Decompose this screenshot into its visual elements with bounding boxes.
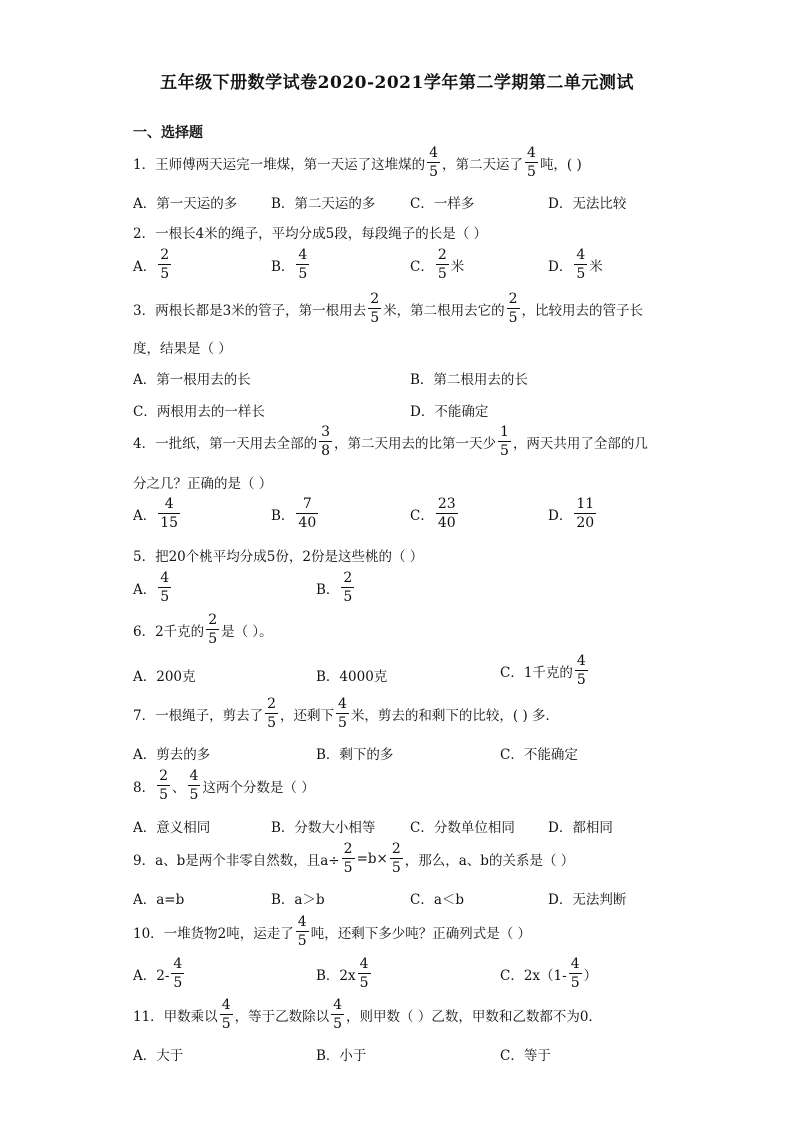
option-d[interactable]: D．不能确定 — [410, 404, 489, 420]
option-b[interactable]: B．剩下的多 — [316, 747, 394, 763]
fraction: $\frac{2}{5}$ — [508, 291, 518, 326]
option-b[interactable]: B．4000克 — [316, 669, 388, 685]
option-a[interactable]: A．2- $\frac{4}{5}$ — [133, 956, 183, 991]
fraction: $\frac{4}{5}$ — [160, 570, 170, 605]
option-d[interactable]: D．无法比较 — [548, 196, 627, 212]
option-a[interactable]: A．意义相同 — [133, 820, 211, 836]
question-6: 6．2千克的 $\frac{2}{5}$ 是（ ）。 — [133, 612, 273, 647]
fraction: $\frac{4}{5}$ — [429, 145, 439, 180]
fraction: $\frac{4}{5}$ — [333, 997, 343, 1032]
option-d[interactable]: D． $\frac{11}{20}$ — [548, 496, 595, 531]
fraction: $\frac{2}{5}$ — [160, 247, 170, 282]
option-c[interactable]: C． $\frac{2}{5}$ 米 — [410, 247, 465, 282]
fraction: $\frac{4}{5}$ — [576, 247, 586, 282]
fraction: $\frac{2}{5}$ — [208, 612, 218, 647]
option-b[interactable]: B．分数大小相等 — [271, 820, 376, 836]
fraction: $\frac{4}{5}$ — [298, 247, 308, 282]
option-a[interactable]: A．第一根用去的长 — [133, 372, 251, 388]
fraction: $\frac{4}{5}$ — [527, 145, 536, 180]
page-title: 五年级下册数学试卷2020-2021学年第二学期第二单元测试 — [160, 73, 634, 93]
fraction: $\frac{7}{40}$ — [298, 496, 317, 531]
fraction: $\frac{2}{5}$ — [343, 841, 353, 876]
option-b[interactable]: B．第二根用去的长 — [410, 372, 528, 388]
question-1 — [133, 146, 582, 179]
option-b[interactable]: B． $\frac{4}{5}$ — [271, 247, 308, 282]
option-b[interactable]: B．a＞b — [271, 892, 325, 908]
option-b[interactable]: B．2x $\frac{4}{5}$ — [316, 956, 369, 991]
option-c[interactable]: C．a＜b — [410, 892, 465, 908]
section-heading: 一、选择题 — [133, 125, 203, 141]
question-4-cont: 分之几？正确的是（ ） — [133, 476, 273, 492]
option-c[interactable]: C．一样多 — [410, 196, 475, 212]
option-a[interactable]: A．200克 — [133, 669, 196, 685]
option-a[interactable]: A．第一天运的多 — [133, 196, 238, 212]
option-a[interactable]: A． $\frac{2}{5}$ — [133, 247, 170, 282]
fraction: $\frac{4}{5}$ — [570, 956, 580, 991]
fraction: $\frac{4}{5}$ — [576, 653, 586, 688]
option-b[interactable]: B． $\frac{7}{40}$ — [271, 496, 317, 531]
fraction: $\frac{2}{5}$ — [343, 570, 353, 605]
question-3-cont: 度，结果是（ ） — [133, 341, 232, 357]
fraction: $\frac{4}{15}$ — [160, 496, 179, 531]
fraction: $\frac{3}{8}$ — [321, 424, 331, 459]
fraction: $\frac{1}{5}$ — [500, 424, 509, 459]
option-c[interactable]: C．两根用去的一样长 — [133, 404, 265, 420]
fraction: $\frac{4}{5}$ — [189, 768, 199, 803]
fraction: $\frac{2}{5}$ — [391, 841, 401, 876]
question-7: 7．一根绳子，剪去了 $\frac{2}{5}$ ，还剩下 $\frac{4}{5}$ 米，剪去的和剩下的比较，( ) 多． — [133, 696, 560, 731]
question-11: 11．甲数乘以 $\frac{4}{5}$ ，等于乙数除以 $\frac{4}{5}$ ，则甲数（ ）乙数，甲数和乙数都不为0． — [133, 997, 602, 1032]
option-b[interactable]: B． $\frac{2}{5}$ — [316, 570, 353, 605]
option-c[interactable]: C．2x（1- $\frac{4}{5}$ ） — [500, 956, 598, 991]
option-c[interactable]: C．不能确定 — [500, 747, 578, 763]
question-2: 2．一根长4米的绳子，平均分成5段，每段绳子的长是（ ） — [133, 226, 488, 242]
option-d[interactable]: D．无法判断 — [548, 892, 627, 908]
question-9: 9．a、b是两个非零自然数，且a÷ $\frac{2}{5}$ =b× $\frac{2}{5}$ ，那么，a、b的关系是（ ） — [133, 841, 575, 876]
fraction: $\frac{23}{40}$ — [437, 496, 456, 531]
fraction: $\frac{2}{5}$ — [267, 696, 277, 731]
option-c[interactable]: C．等于 — [500, 1048, 551, 1064]
option-d[interactable]: D． $\frac{4}{5}$ 米 — [548, 247, 603, 282]
option-c[interactable]: C．1千克的 $\frac{4}{5}$ — [500, 653, 586, 688]
fraction: $\frac{4}{5}$ — [221, 997, 231, 1032]
fraction: $\frac{11}{20}$ — [576, 496, 595, 531]
fraction: $\frac{2}{5}$ — [370, 291, 380, 326]
fraction: $\frac{4}{5}$ — [297, 914, 307, 949]
option-a[interactable]: A． $\frac{4}{5}$ — [133, 570, 170, 605]
fraction: $\frac{2}{5}$ — [437, 247, 447, 282]
fraction: $\frac{4}{5}$ — [359, 956, 369, 991]
question-4: 4．一批纸，第一天用去全部的 $\frac{3}{8}$ ，第二天用去的比第一天少 $\frac{1}{5}$ ，两天共用了全部的几 — [133, 424, 648, 459]
option-c[interactable]: C．分数单位相同 — [410, 820, 515, 836]
option-a[interactable]: A．a=b — [133, 892, 185, 908]
question-text: 吨，( ) — [539, 156, 582, 173]
question-8: 8． $\frac{2}{5}$ 、 $\frac{4}{5}$ 这两个分数是（ ） — [133, 768, 315, 803]
fraction: $\frac{4}{5}$ — [338, 696, 347, 731]
option-d[interactable]: D．都相同 — [548, 820, 613, 836]
fraction: $\frac{4}{5}$ — [173, 956, 183, 991]
fraction: $\frac{2}{5}$ — [159, 768, 169, 803]
option-a[interactable]: A．剪去的多 — [133, 747, 211, 763]
option-c[interactable]: C． $\frac{23}{40}$ — [410, 496, 456, 531]
option-a[interactable]: A． $\frac{4}{15}$ — [133, 496, 179, 531]
question-5: 5．把20个桃平均分成5份，2份是这些桃的（ ） — [133, 549, 424, 565]
question-text: ，第二天运了 — [442, 156, 524, 173]
option-b[interactable]: B．第二天运的多 — [271, 196, 376, 212]
question-3: 3．两根长都是3米的管子，第一根用去 $\frac{2}{5}$ 米，第二根用去它的 $\frac{2}{5}$ ，比较用去的管子长 — [133, 291, 644, 326]
question-10: 10．一堆货物2吨，运走了 $\frac{4}{5}$ 吨，还剩下多少吨？正确列式是（ ） — [133, 914, 531, 949]
option-a[interactable]: A．大于 — [133, 1048, 184, 1064]
question-text: 1．王师傅两天运完一堆煤，第一天运了这堆煤的 — [133, 156, 426, 173]
option-b[interactable]: B．小于 — [316, 1048, 367, 1064]
